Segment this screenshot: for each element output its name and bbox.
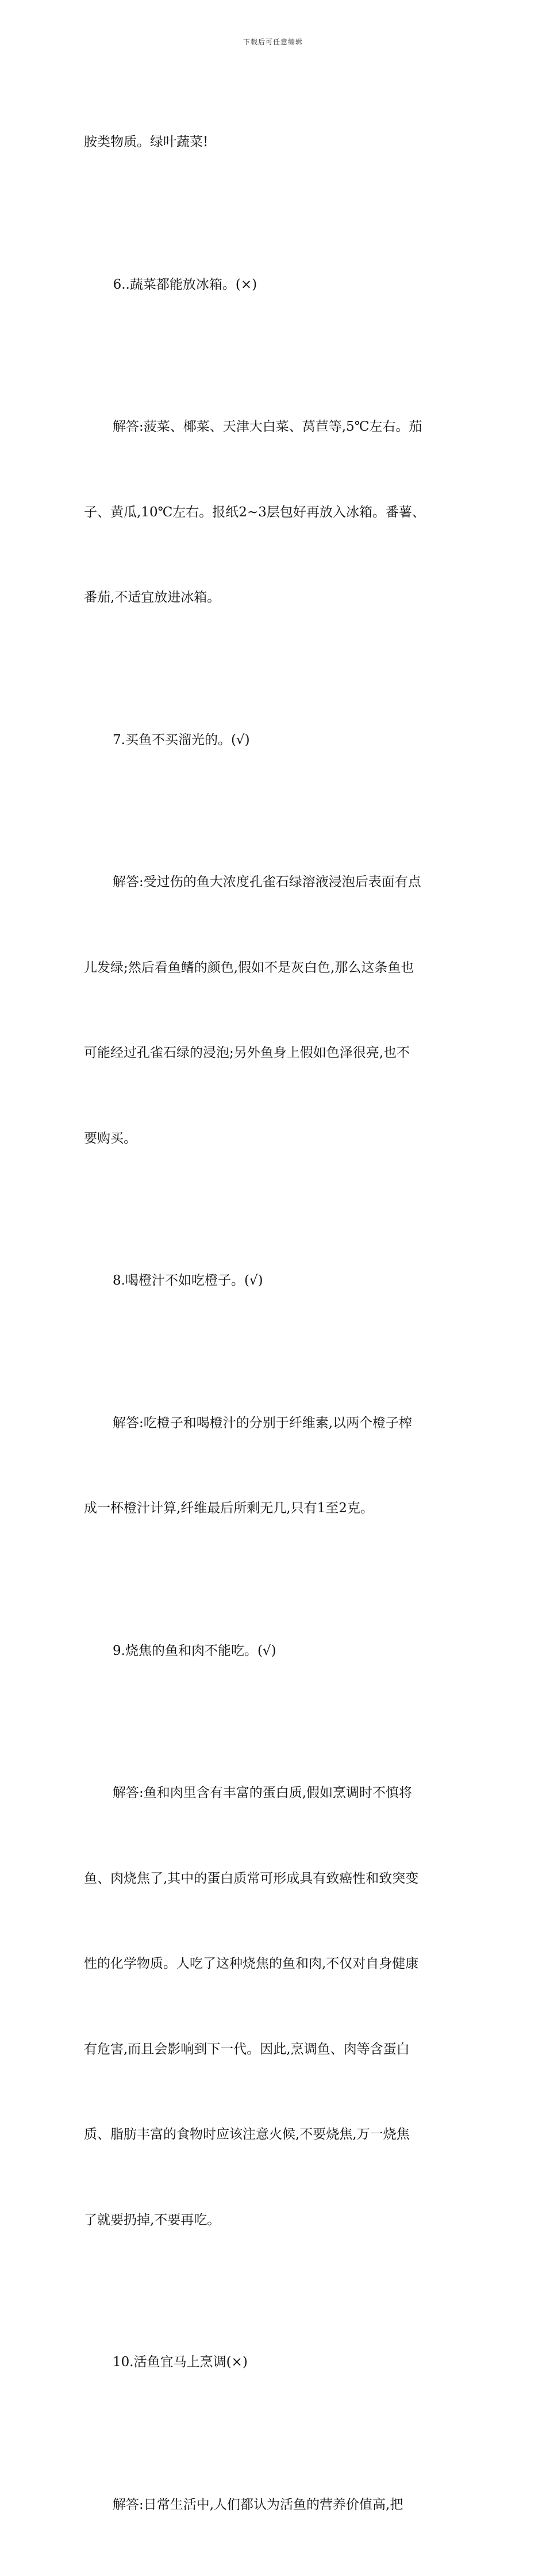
text-line: 有危害,而且会影响到下一代。因此,烹调鱼、肉等含蛋白 bbox=[84, 2035, 466, 2064]
text-line: 成一杯橙汁计算,纤维最后所剩无几,只有1至2克。 bbox=[84, 1494, 466, 1523]
answer-9 bbox=[84, 1722, 466, 2291]
question-8 bbox=[84, 1210, 466, 1352]
document-body bbox=[84, 71, 466, 2576]
text-line: 7.买鱼不买溜光的。(√) bbox=[84, 726, 466, 755]
text-line: 8.喝橙汁不如吃橙子。(√) bbox=[84, 1267, 466, 1295]
question-7 bbox=[84, 669, 466, 812]
text-line: 要购买。 bbox=[84, 1125, 466, 1153]
text-line: 番茄,不适宜放进冰箱。 bbox=[84, 584, 466, 612]
text-line: 子、黄瓜,10℃左右。报纸2~3层包好再放入冰箱。番薯、 bbox=[84, 499, 466, 527]
text-line: 了就要扔掉,不要再吃。 bbox=[84, 2206, 466, 2235]
text-line: 性的化学物质。人吃了这种烧焦的鱼和肉,不仅对自身健康 bbox=[84, 1950, 466, 1979]
question-6 bbox=[84, 214, 466, 356]
answer-6 bbox=[84, 356, 466, 669]
text-line: 解答:吃橙子和喝橙汁的分别于纤维素,以两个橙子榨 bbox=[84, 1409, 466, 1438]
text-line: 解答:日常生活中,人们都认为活鱼的营养价值高,把 bbox=[84, 2491, 466, 2520]
text-line: 9.烧焦的鱼和肉不能吃。(√) bbox=[84, 1637, 466, 1666]
text-line: 鱼、肉烧焦了,其中的蛋白质常可形成具有致癌性和致突变 bbox=[84, 1865, 466, 1893]
text-line: 解答:受过伤的鱼大浓度孔雀石绿溶液浸泡后表面有点 bbox=[84, 868, 466, 897]
text-line: 质、脂肪丰富的食物时应该注意火候,不要烧焦,万一烧焦 bbox=[84, 2121, 466, 2149]
page-header: 下载后可任意编辑 bbox=[0, 37, 546, 47]
text-line: 解答:菠菜、椰菜、天津大白菜、莴苣等,5℃左右。茄 bbox=[84, 413, 466, 442]
question-9 bbox=[84, 1580, 466, 1723]
question-10 bbox=[84, 2291, 466, 2434]
text-line: 10.活鱼宜马上烹调(×) bbox=[84, 2348, 466, 2377]
text-line: 6..蔬菜都能放冰箱。(×) bbox=[84, 271, 466, 300]
answer-8 bbox=[84, 1352, 466, 1580]
paragraph-continuation bbox=[84, 71, 466, 214]
text-line: 可能经过孔雀石绿的浸泡;另外鱼身上假如色泽很亮,也不 bbox=[84, 1039, 466, 1068]
text-line: 胺类物质。绿叶蔬菜! bbox=[84, 128, 466, 157]
text-line: 解答:鱼和肉里含有丰富的蛋白质,假如烹调时不慎将 bbox=[84, 1779, 466, 1808]
answer-10 bbox=[84, 2434, 466, 2576]
answer-7 bbox=[84, 811, 466, 1210]
text-line: 儿发绿;然后看鱼鳍的颜色,假如不是灰白色,那么这条鱼也 bbox=[84, 954, 466, 983]
